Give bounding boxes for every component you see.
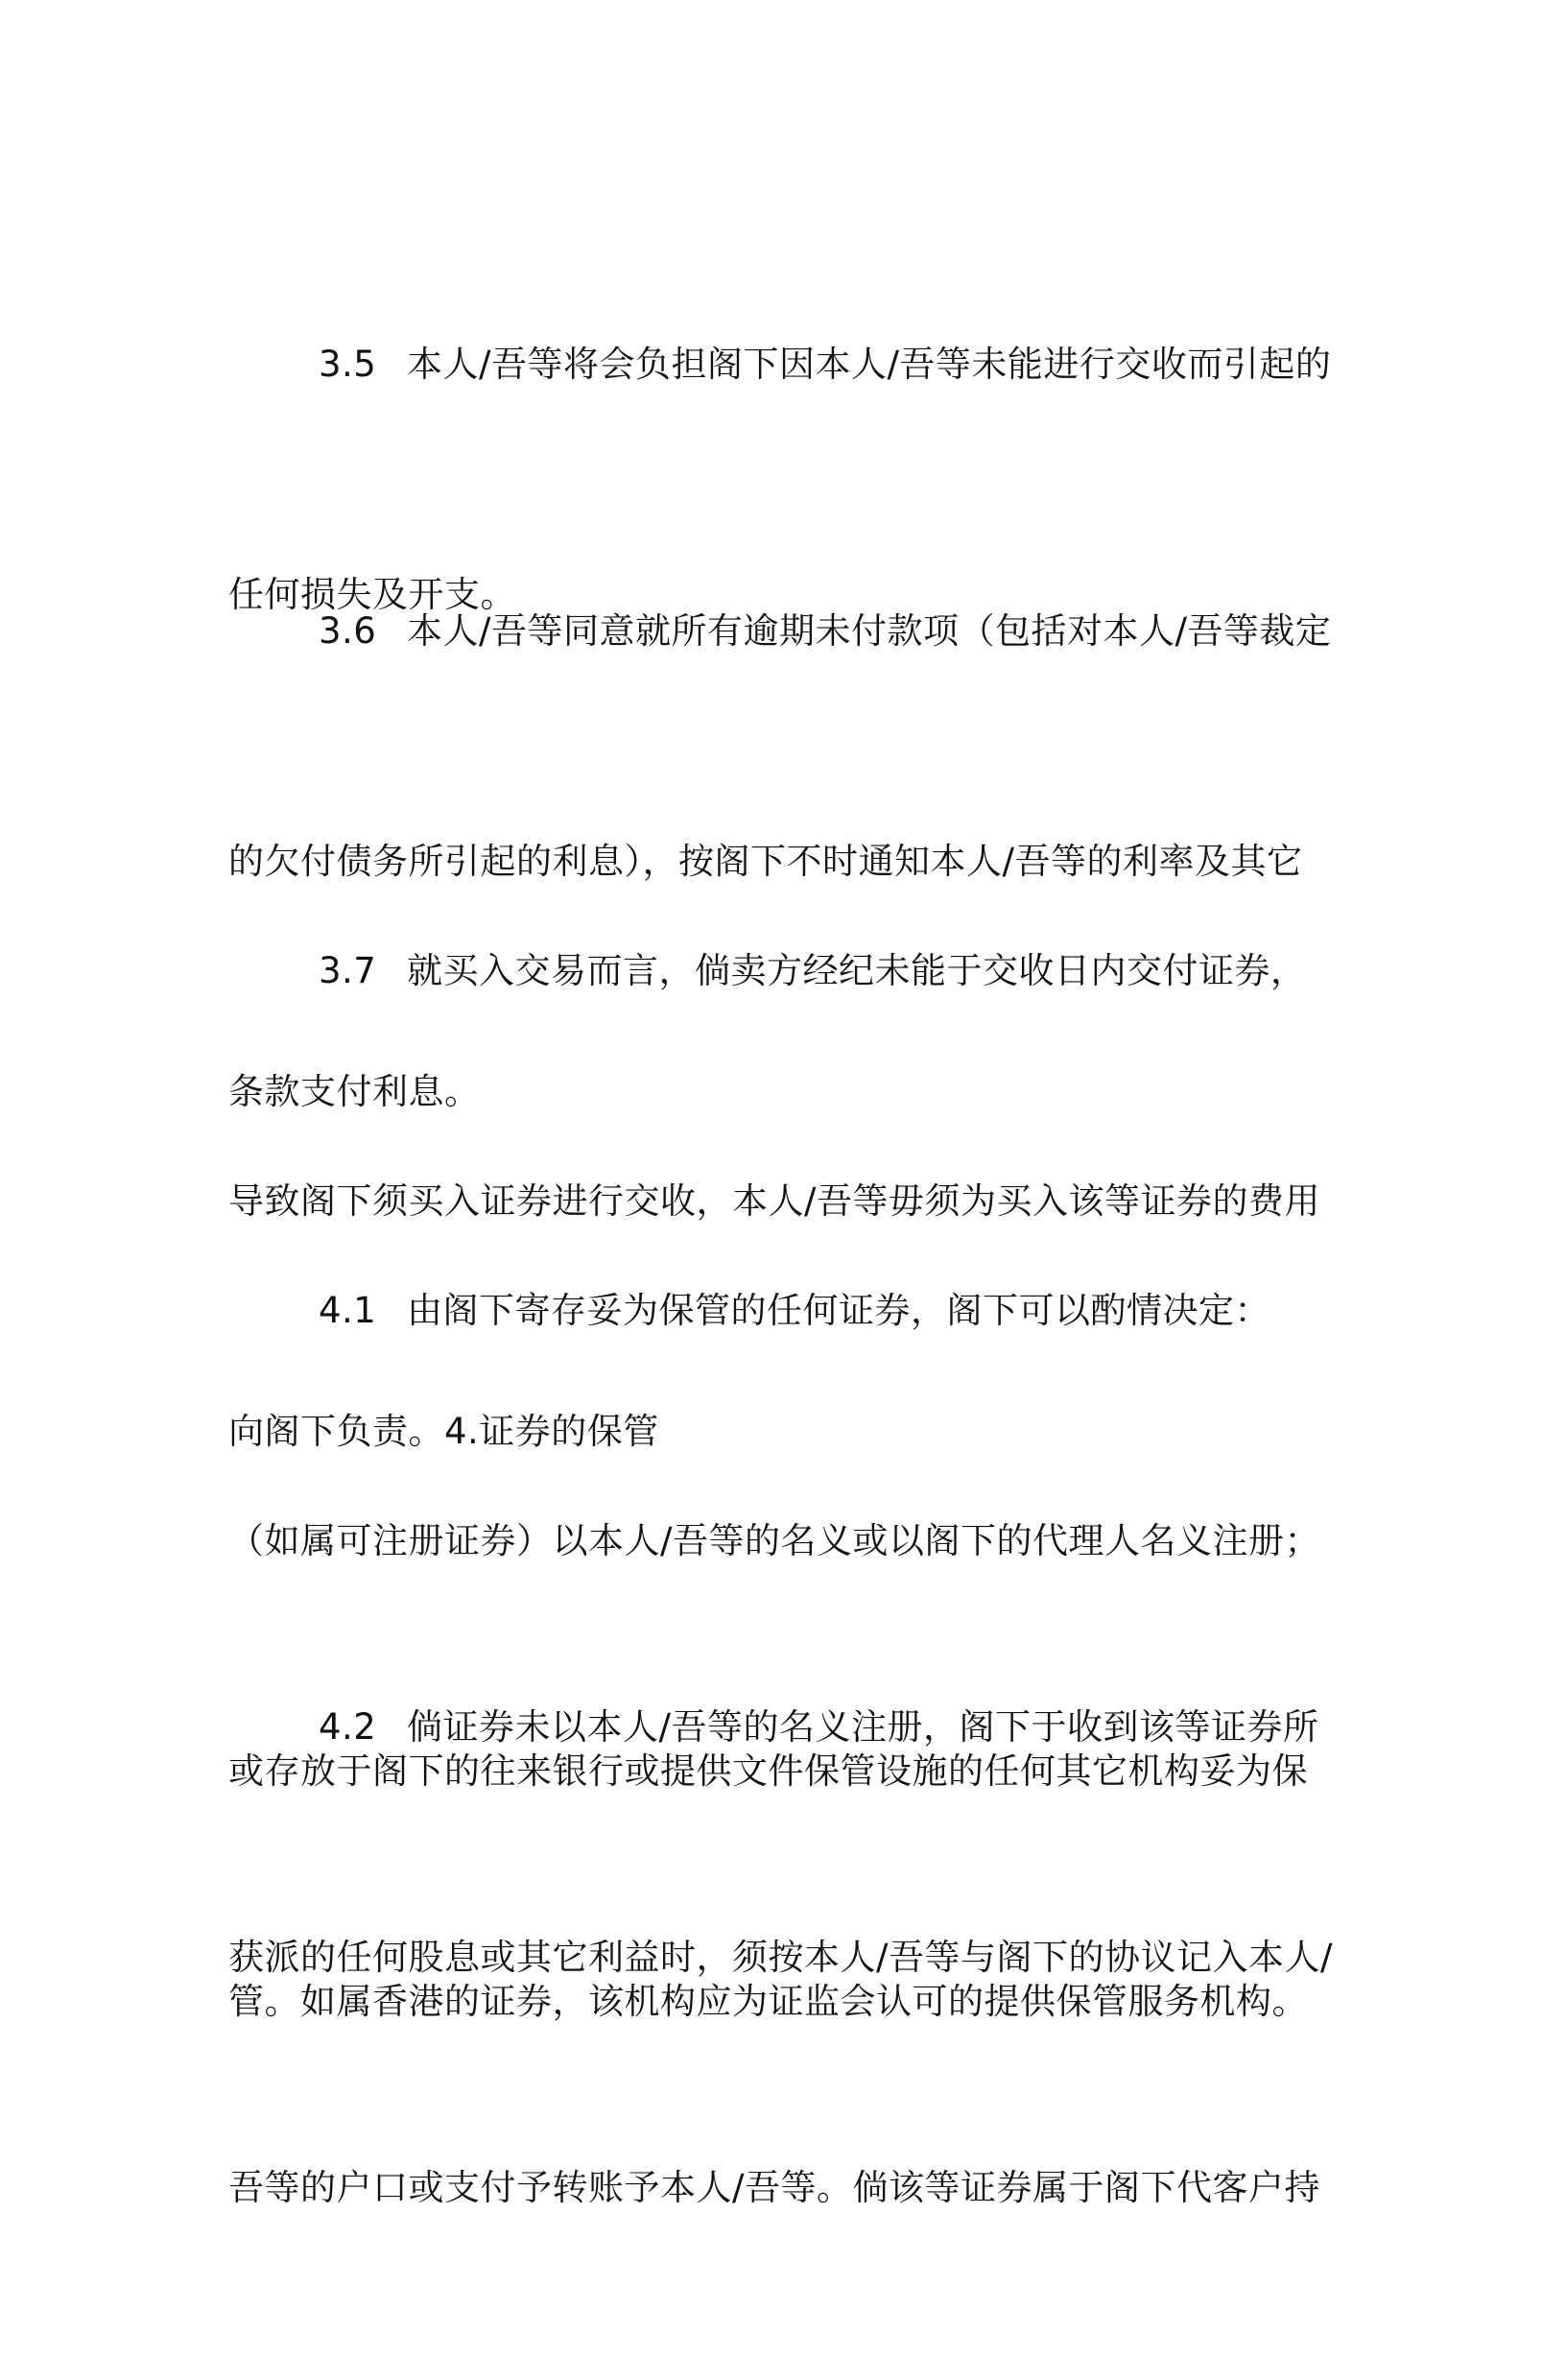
clause-text-line: 任何损失及开支。 (228, 574, 516, 615)
clause-text-line: 管。如属香港的证券，该机构应为证监会认可的提供保管服务机构。 (228, 1981, 1308, 2022)
clause-text-line: 条款支付利息。 (228, 1071, 481, 1112)
clause-text-line: 获派的任何股息或其它利益时，须按本人/吾等与阁下的协议记入本人/ (228, 1937, 1333, 1978)
clause-text-line: 或存放于阁下的往来银行或提供文件保管设施的任何其它机构妥为保 (228, 1750, 1308, 1792)
clause-number: 3.5 (319, 344, 377, 385)
clause-number: 3.7 (319, 950, 377, 991)
clause-number: 4.2 (319, 1706, 377, 1748)
clause-number: 3.6 (319, 610, 377, 652)
clause-text-line: 吾等的户口或支付予转账予本人/吾等。倘该等证券属于阁下代客户持 (228, 2167, 1320, 2208)
clause-text-line: 的欠付债务所引起的利息），按阁下不时通知本人/吾等的利率及其它 (228, 841, 1303, 882)
clause-text-line: 导致阁下须买入证券进行交收，本人/吾等毋须为买入该等证券的费用 (228, 1180, 1320, 1222)
clause-text-line: 就买入交易而言，倘卖方经纪未能于交收日内交付证券， (407, 950, 1307, 991)
clause-text-line: 由阁下寄存妥为保管的任何证券，阁下可以酌情决定： (407, 1290, 1270, 1331)
clause-text-line: 倘证券未以本人/吾等的名义注册，阁下于收到该等证券所 (407, 1706, 1319, 1748)
clause-text-line: 本人/吾等同意就所有逾期未付款项（包括对本人/吾等裁定 (407, 610, 1332, 652)
clause-number: 4.1 (319, 1290, 377, 1331)
clause-text-line: （如属可注册证券）以本人/吾等的名义或以阁下的代理人名义注册； (228, 1520, 1320, 1561)
clause-text-line: 向阁下负责。4.证券的保管 (228, 1411, 659, 1452)
clause-4-2 (228, 1535, 1341, 2380)
clause-text-line: 本人/吾等将会负担阁下因本人/吾等未能进行交收而引起的 (407, 344, 1332, 385)
